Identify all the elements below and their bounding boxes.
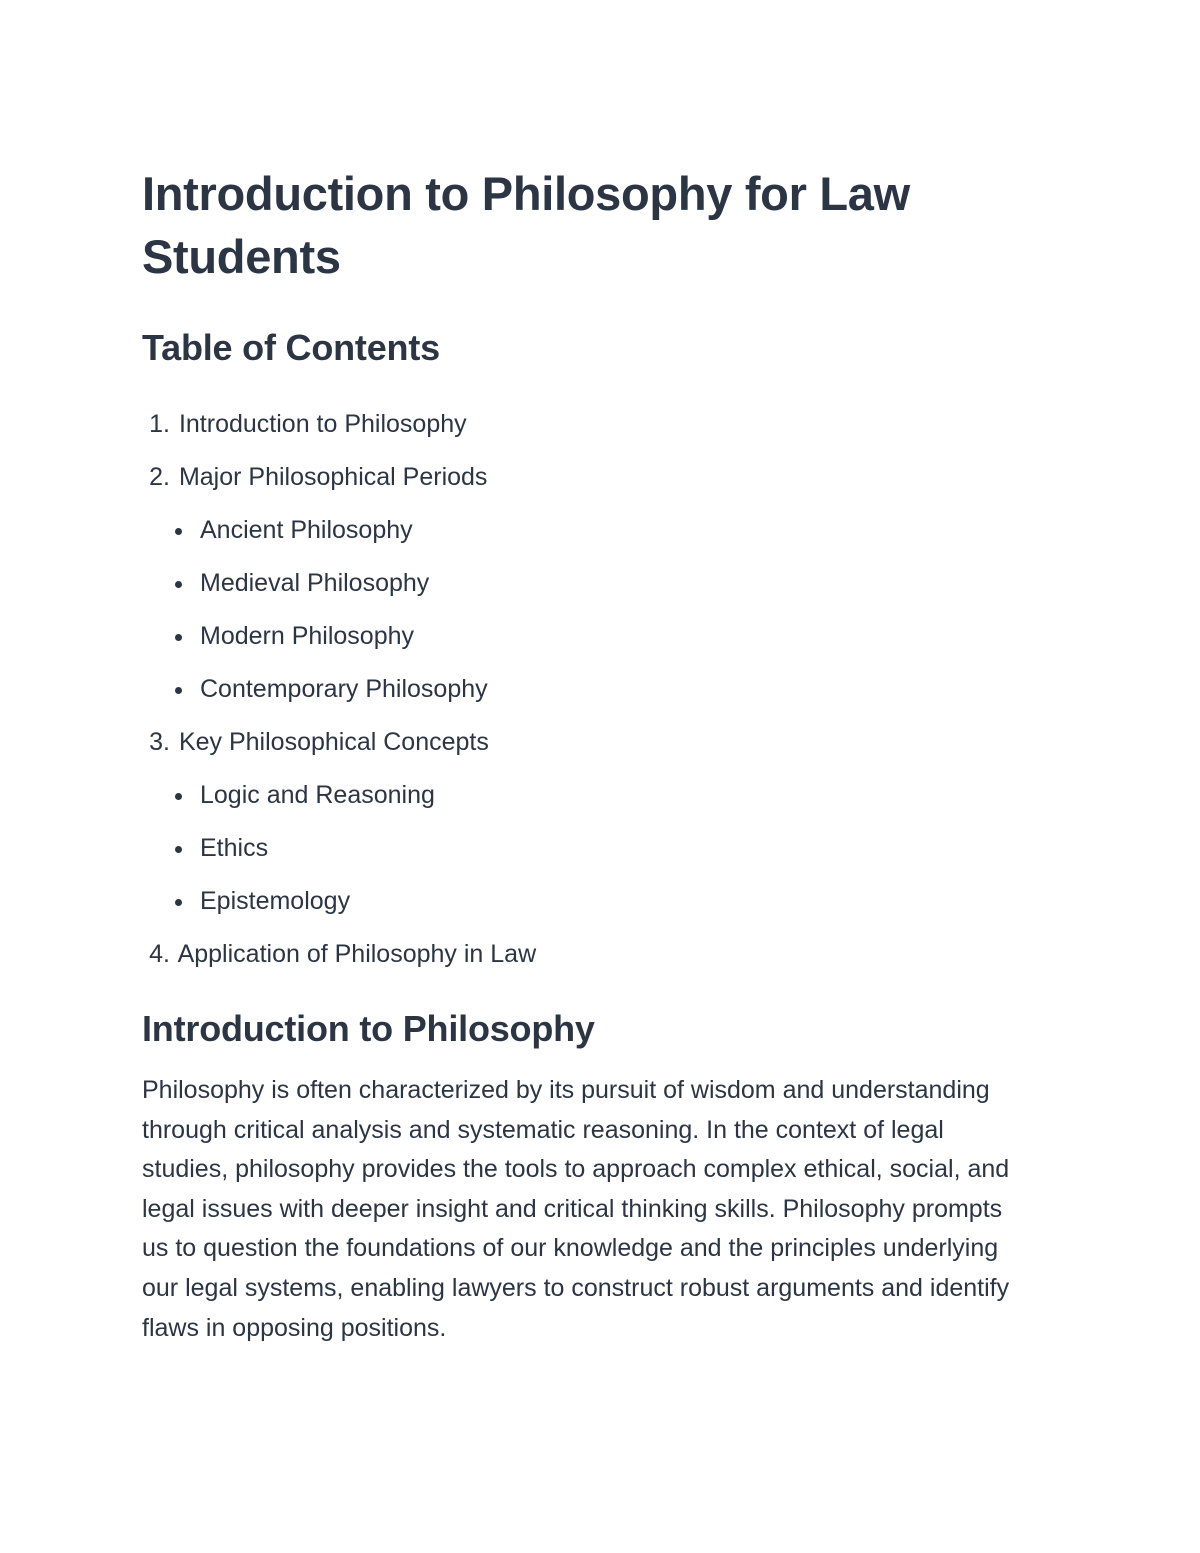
- toc-item[interactable]: [142, 398, 1042, 451]
- toc-subitem[interactable]: [142, 663, 1042, 716]
- toc-subitem[interactable]: [142, 769, 1042, 822]
- toc-subitem-label: Ancient Philosophy: [200, 516, 413, 544]
- toc-subitem[interactable]: [142, 875, 1042, 928]
- toc-item-label: Key Philosophical Concepts: [178, 728, 489, 756]
- bullet-icon: [175, 528, 182, 535]
- toc-subitem[interactable]: [142, 557, 1042, 610]
- toc-subitem-label: Medieval Philosophy: [200, 569, 430, 597]
- toc-item-label: Introduction to Philosophy: [178, 410, 467, 438]
- toc-sublist: [142, 504, 1042, 716]
- bullet-icon: [175, 634, 182, 641]
- bullet-icon: [175, 581, 182, 588]
- bullet-icon: [175, 687, 182, 694]
- toc-item-number: 4.: [149, 940, 170, 968]
- toc-sublist: [142, 769, 1042, 928]
- bullet-icon: [175, 793, 182, 800]
- bullet-icon: [175, 846, 182, 853]
- toc-subitem-label: Ethics: [200, 834, 269, 862]
- toc-heading: Table of Contents: [142, 327, 440, 368]
- section-heading: Introduction to Philosophy: [142, 1008, 595, 1049]
- toc-item[interactable]: [142, 716, 1042, 928]
- document-page: [142, 162, 1042, 1348]
- toc-item-number: 2.: [149, 463, 170, 491]
- section-paragraph: Philosophy is often characterized by its pursuit of wisdom and understanding through critical analysis and systematic reasoning. In the context of legal studies, philosophy provides the tools to approach complex ethical, social, and legal issues with deeper insight and critical thinking skills. Philosophy prompts us to question the foundations of our knowledge and the principles underlying our legal systems, enabling lawyers to construct robust arguments and identify flaws in opposing positions.: [142, 1076, 1010, 1342]
- toc-subitem-label: Contemporary Philosophy: [200, 675, 488, 703]
- toc-item[interactable]: [142, 451, 1042, 716]
- toc-subitem[interactable]: [142, 822, 1042, 875]
- toc-item-number: 3.: [149, 728, 170, 756]
- document-title: Introduction to Philosophy for Law Students: [142, 167, 910, 283]
- toc-subitem-label: Epistemology: [200, 887, 351, 915]
- toc-item-number: 1.: [149, 410, 170, 438]
- toc-subitem-label: Logic and Reasoning: [200, 781, 435, 809]
- bullet-icon: [175, 899, 182, 906]
- toc-subitem[interactable]: [142, 504, 1042, 557]
- toc-item[interactable]: [142, 928, 1042, 981]
- toc-subitem-label: Modern Philosophy: [200, 622, 415, 650]
- toc-subitem[interactable]: [142, 610, 1042, 663]
- toc-item-label: Major Philosophical Periods: [178, 463, 488, 491]
- table-of-contents: [142, 398, 1042, 981]
- toc-item-label: Application of Philosophy in Law: [177, 940, 537, 968]
